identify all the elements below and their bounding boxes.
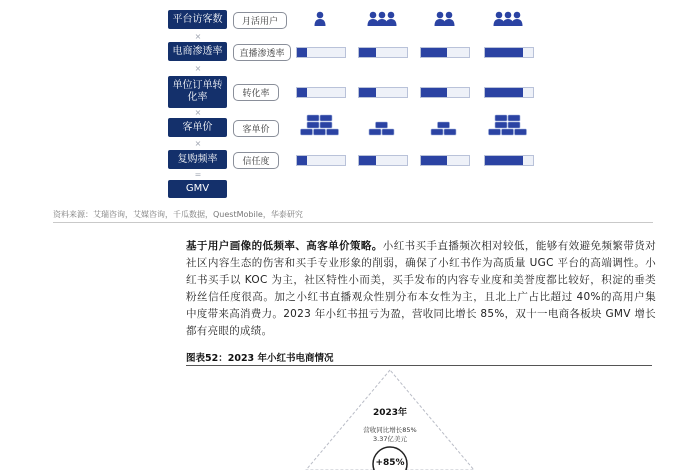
paragraph-lead: 基于用户画像的低频率、高客单价策略。 xyxy=(186,240,383,252)
conversion-bar-fill xyxy=(421,88,447,97)
penetration-bar xyxy=(420,47,470,58)
user-group-icon xyxy=(367,11,397,27)
trust-bar-fill xyxy=(359,156,376,165)
funnel-box-label: 复购频率 xyxy=(177,153,218,165)
penetration-bar-fill xyxy=(421,48,447,57)
funnel-box-penetration xyxy=(168,42,227,61)
user-group-icon xyxy=(314,11,326,27)
body-paragraph xyxy=(186,238,656,340)
multiply-icon: × xyxy=(194,139,202,148)
figure-title-rule xyxy=(186,365,652,366)
metric-label-trust xyxy=(233,152,279,169)
revenue-amount-line: 3.37亿美元 xyxy=(373,435,407,443)
funnel-box-label: 电商渗透率 xyxy=(172,45,223,57)
conversion-bar xyxy=(296,87,346,98)
source-note: 资料来源：艾瑞咨询，艾媒咨询，千瓜数据，QuestMobile，华泰研究 xyxy=(53,210,303,219)
penetration-bar xyxy=(484,47,534,58)
trust-bar-fill xyxy=(297,156,307,165)
conversion-bar-fill xyxy=(359,88,376,97)
metric-label-live-penetration xyxy=(233,44,291,61)
funnel-box-conversion xyxy=(168,76,227,108)
trust-bar xyxy=(420,155,470,166)
funnel-box-repurchase xyxy=(168,150,227,169)
trust-bar-fill xyxy=(421,156,447,165)
funnel-box-label: 客单价 xyxy=(182,121,213,133)
metric-label-conversion xyxy=(233,84,279,101)
divider xyxy=(53,222,653,223)
money-stack-icon xyxy=(360,112,404,136)
figure-title: 图表52：2023 年小红书电商情况 xyxy=(186,353,334,364)
funnel-box-aov xyxy=(168,118,227,137)
multiply-icon: × xyxy=(194,64,202,73)
conversion-bar xyxy=(484,87,534,98)
pyramid-year: 2023年 xyxy=(372,408,408,418)
metric-label-text: 转化率 xyxy=(242,89,270,99)
equals-icon: = xyxy=(194,170,202,179)
metric-label-text: 信任度 xyxy=(242,157,270,167)
metric-label-aov xyxy=(233,120,279,137)
conversion-bar xyxy=(420,87,470,98)
revenue-growth-line: 营收同比增长85% xyxy=(363,426,417,434)
metric-label-text: 直播渗透率 xyxy=(239,49,285,59)
funnel-box-label: 单位订单转化率 xyxy=(172,80,223,103)
metric-label-text: 月活用户 xyxy=(241,17,278,27)
trust-bar xyxy=(358,155,408,166)
metric-label-mau xyxy=(233,12,287,29)
penetration-bar xyxy=(296,47,346,58)
penetration-bar-fill xyxy=(297,48,307,57)
penetration-bar xyxy=(358,47,408,58)
trust-bar-fill xyxy=(485,156,523,165)
conversion-bar-fill xyxy=(485,88,523,97)
multiply-icon: × xyxy=(194,108,202,117)
funnel-box-visitors xyxy=(168,10,227,29)
pyramid-graphic xyxy=(300,368,480,470)
penetration-bar-fill xyxy=(485,48,523,57)
funnel-box-label: GMV xyxy=(185,183,210,194)
penetration-bar-fill xyxy=(359,48,376,57)
metric-label-text: 客单价 xyxy=(242,125,270,135)
money-stack-icon xyxy=(298,112,342,136)
conversion-bar xyxy=(358,87,408,98)
trust-bar xyxy=(484,155,534,166)
funnel-box-label: 平台访客数 xyxy=(172,13,223,25)
paragraph-body: 小红书买手直播频次相对较低，能够有效避免频繁带货对社区内容生态的伤害和买手专业形象的削弱，确保了小红书作为高质量 UGC 平台的高端调性。小红书买手以 KOC 为主，社区特性小而美，买手发布的内容专业度和美誉度都比较好，积淀的垂类粉丝信任度很高。加之小红书直播观众性别分布本女性为主，且北上广占比超过 40%的高用户集中度带来高消费力。2023 年小红书扭亏为盈，营收同比增长 85%，双十一电商各板块 GMV 增长都有亮眼的成绩。 xyxy=(186,240,656,337)
money-stack-icon xyxy=(422,112,466,136)
conversion-bar-fill xyxy=(297,88,307,97)
money-stack-icon xyxy=(486,112,530,136)
multiply-icon: × xyxy=(194,32,202,41)
user-group-icon xyxy=(493,11,523,27)
trust-bar xyxy=(296,155,346,166)
user-group-icon xyxy=(434,11,455,27)
growth-badge: +85% xyxy=(375,458,405,468)
funnel-box-gmv xyxy=(168,180,227,198)
